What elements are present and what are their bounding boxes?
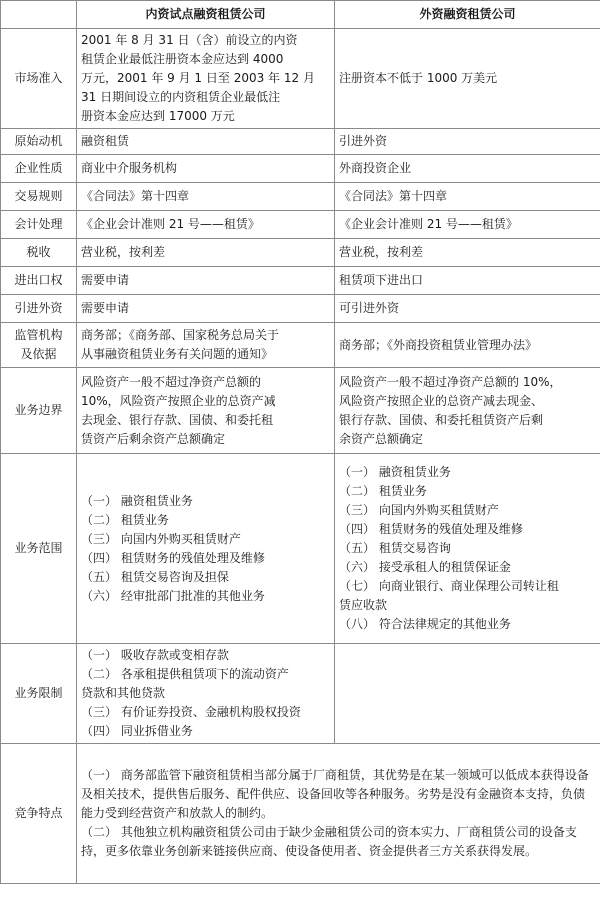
cell-line: 监管机构 [14, 328, 63, 342]
cell-line: 可引进外资 [339, 301, 400, 315]
foreign-cell [335, 368, 600, 454]
cell-line: （二） 租赁业务 [339, 484, 427, 498]
cell-line: 融资租赁 [81, 134, 130, 148]
cell-line: （四） 同业拆借业务 [81, 724, 193, 738]
cell-line: 2001 年 8 月 31 日（含）前设立的内资 [81, 33, 298, 47]
cell-line: 及依据 [20, 347, 57, 361]
competition-label: 竞争特点 [1, 744, 77, 884]
table-row [1, 323, 600, 368]
foreign-cell [335, 295, 600, 323]
cell-line: 注册资本不低于 1000 万美元 [339, 71, 498, 85]
cell-line: 《企业会计准则 21 号——租赁》 [81, 217, 260, 231]
table-row [1, 129, 600, 155]
domestic-cell [77, 295, 335, 323]
cell-line: （六） 经审批部门批准的其他业务 [81, 588, 265, 603]
cell-line: 需要申请 [81, 301, 130, 315]
cell-line: 《合同法》第十四章 [339, 189, 448, 203]
cell-line: 册资本金应达到 17000 万元 [81, 109, 235, 123]
cell-line: 31 日期间设立的内资租赁企业最低注 [81, 90, 281, 104]
domestic-cell [77, 129, 335, 155]
competition-paragraph: （一） 商务部监管下融资租赁相当部分属于厂商租赁，其优势是在某一领域可以低成本获得设备及相关技术，提供售后服务、配件供应、设备回收等各种服务。劣势是没有金融资本支持，负债能力受到经营资产和放款人的制约。 [81, 768, 589, 820]
cell-line: （一） 融资租赁业务 [339, 465, 451, 479]
table-row [1, 644, 600, 744]
foreign-cell [335, 644, 600, 744]
cell-line: 需要申请 [81, 273, 130, 287]
cell-line: 去现金、银行存款、国债、和委托租 [81, 412, 274, 427]
row-label: 业务范围 [1, 454, 77, 644]
row-label: 业务限制 [1, 644, 77, 744]
foreign-cell [335, 129, 600, 155]
domestic-cell [77, 368, 335, 454]
foreign-cell [335, 239, 600, 267]
cell-line: （四） 租赁财务的残值处理及维修 [339, 522, 523, 536]
header-domestic: 内资试点融资租赁公司 [77, 1, 335, 29]
cell-line: 赁资产后剩余资产总额确定 [81, 431, 226, 446]
cell-line: 《企业会计准则 21 号——租赁》 [339, 217, 518, 231]
foreign-cell [335, 267, 600, 295]
foreign-cell [335, 29, 600, 129]
cell-line: 余资产总额确定 [339, 431, 424, 446]
cell-line: （四） 租赁财务的残值处理及维修 [81, 550, 265, 565]
cell-line: 租赁项下进出口 [339, 273, 424, 287]
domestic-cell [77, 211, 335, 239]
cell-line: 赁应收款 [339, 598, 388, 612]
cell-line: （一） 吸收存款或变相存款 [81, 648, 229, 662]
cell-line: （二） 各承租提供租赁项下的流动资产 [81, 667, 289, 681]
table-row [1, 183, 600, 211]
table-row [1, 295, 600, 323]
cell-line: （八） 符合法律规定的其他业务 [339, 617, 511, 631]
table-row [1, 267, 600, 295]
row-label: 会计处理 [1, 211, 77, 239]
cell-line: 《合同法》第十四章 [81, 189, 190, 203]
foreign-cell [335, 155, 600, 183]
row-label: 引进外资 [1, 295, 77, 323]
cell-line: （三） 有价证券投资、金融机构股权投资 [81, 705, 301, 719]
table-row [1, 368, 600, 454]
foreign-cell [335, 454, 600, 644]
row-label: 交易规则 [1, 183, 77, 211]
cell-line: （五） 租赁交易咨询及担保 [81, 569, 229, 584]
cell-line: 租赁企业最低注册资本金应达到 4000 [81, 52, 284, 66]
cell-line: 商务部；《外商投资租赁业管理办法》 [339, 337, 538, 352]
cell-line: 引进外资 [339, 134, 388, 148]
foreign-cell [335, 211, 600, 239]
competition-text [77, 744, 600, 884]
row-label: 原始动机 [1, 129, 77, 155]
foreign-cell [335, 323, 600, 368]
domestic-cell [77, 644, 335, 744]
domestic-cell [77, 323, 335, 368]
domestic-cell [77, 239, 335, 267]
header-row [1, 1, 600, 29]
cell-line: 外商投资企业 [339, 161, 412, 175]
cell-line: （六） 接受承租人的租赁保证金 [339, 560, 511, 574]
domestic-cell [77, 267, 335, 295]
cell-line: 银行存款、国债、和委托租赁资产后剩 [339, 412, 544, 427]
table-row [1, 211, 600, 239]
domestic-cell [77, 29, 335, 129]
row-label: 税收 [1, 239, 77, 267]
table-row [1, 29, 600, 129]
cell-line: 风险资产一般不超过净资产总额的 [81, 374, 262, 389]
row-label: 市场准入 [1, 29, 77, 129]
cell-line: 万元，2001 年 9 月 1 日至 2003 年 12 月 [81, 71, 315, 85]
cell-line: 风险资产按照企业的总资产减去现金、 [339, 393, 544, 408]
cell-line: （三） 向国内外购买租赁财产 [339, 503, 499, 517]
competition-row [1, 744, 600, 884]
domestic-cell [77, 454, 335, 644]
cell-line: 营业税，按利差 [81, 245, 166, 259]
cell-line: （五） 租赁交易咨询 [339, 541, 451, 555]
cell-line: 风险资产一般不超过净资产总额的 10%， [339, 374, 562, 389]
cell-line: 从事融资租赁业务有关问题的通知》 [81, 347, 274, 361]
cell-line: （一） 融资租赁业务 [81, 493, 193, 508]
foreign-cell [335, 183, 600, 211]
header-foreign: 外资融资租赁公司 [335, 1, 600, 29]
competition-paragraph: （二） 其他独立机构融资租赁公司由于缺少金融租赁公司的资本实力、厂商租赁公司的设备支持，更多依靠业务创新来链接供应商、使设备使用者、资金提供者三方关系获得发展。 [81, 825, 577, 858]
domestic-cell [77, 155, 335, 183]
row-label [1, 323, 77, 368]
cell-line: 商务部；《商务部、国家税务总局关于 [81, 328, 280, 342]
header-empty [1, 1, 77, 29]
cell-line: （二） 租赁业务 [81, 512, 169, 527]
row-label: 业务边界 [1, 368, 77, 454]
cell-line: 营业税，按利差 [339, 245, 424, 259]
domestic-cell [77, 183, 335, 211]
row-label: 进出口权 [1, 267, 77, 295]
table-row [1, 155, 600, 183]
table-row [1, 454, 600, 644]
table-row [1, 239, 600, 267]
cell-line: 贷款和其他贷款 [81, 686, 166, 700]
cell-line: （七） 向商业银行、商业保理公司转让租 [339, 579, 559, 593]
cell-line: 10%，风险资产按照企业的总资产减 [81, 393, 276, 408]
row-label: 企业性质 [1, 155, 77, 183]
cell-line: （三） 向国内外购买租赁财产 [81, 531, 241, 546]
cell-line: 商业中介服务机构 [81, 161, 178, 175]
